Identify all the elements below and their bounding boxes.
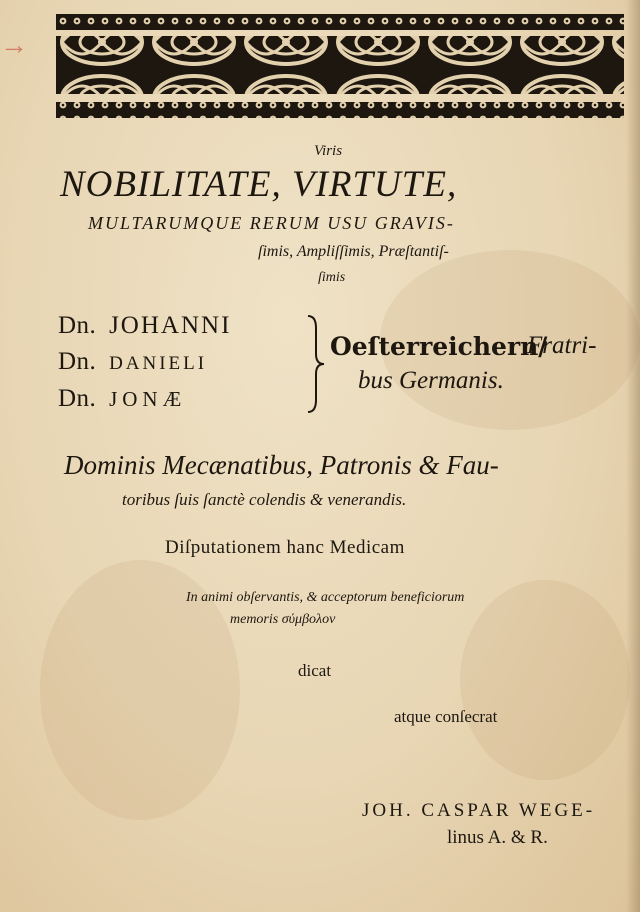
author-line-1: JOH. CASPAR WEGE- [362, 800, 596, 821]
dominis-line: Dominis Mecænatibus, Patronis & Fau- [64, 450, 499, 480]
name-prefix: Dn. [58, 348, 97, 375]
paper-stain [460, 580, 630, 780]
dedication-viris: Viris [314, 143, 343, 159]
name-jonae [58, 385, 186, 413]
dicat-text: dicat [298, 661, 332, 680]
name-text: DANIELI [109, 353, 208, 374]
author-line-2: linus A. & R. [447, 827, 548, 848]
dedication-headline: NOBILITATE, VIRTUTE, [60, 164, 458, 205]
name-prefix: Dn. [58, 385, 97, 412]
dedication-line-multarum: MULTARUMQUE RERUM USU GRAVIS- [88, 213, 455, 233]
dedication-line-simis: ſimis, Ampliſſimis, Præſtantiſ- [258, 243, 449, 260]
name-text: JOHANNI [109, 312, 232, 339]
ornament-band [56, 14, 624, 124]
brace-bracket [304, 314, 326, 414]
name-danieli [58, 348, 207, 376]
germanis-text: bus Germanis. [358, 367, 504, 394]
name-text: JONÆ [109, 387, 187, 411]
toribus-line: toribus ſuis ſanctè colendis & venerandis. [122, 490, 407, 509]
disputationem-line: Diſputationem hanc Medicam [165, 537, 405, 558]
atque-consecrat-text: atque conſecrat [394, 707, 498, 726]
name-johanni [58, 312, 231, 340]
corner-mark: → [0, 30, 28, 61]
in-animi-line: In animi obſervantis, & acceptorum beneficiorum [186, 590, 465, 605]
memoris-line: memoris σύμβολον [230, 612, 336, 627]
name-prefix: Dn. [58, 312, 97, 339]
page-edge-shadow [626, 0, 640, 912]
dedication-line-simis-end: ſimis [318, 270, 346, 285]
surname-oesterreichern: Oeſterreichern/ [330, 332, 548, 361]
fratri-text: Fratri- [527, 332, 597, 359]
